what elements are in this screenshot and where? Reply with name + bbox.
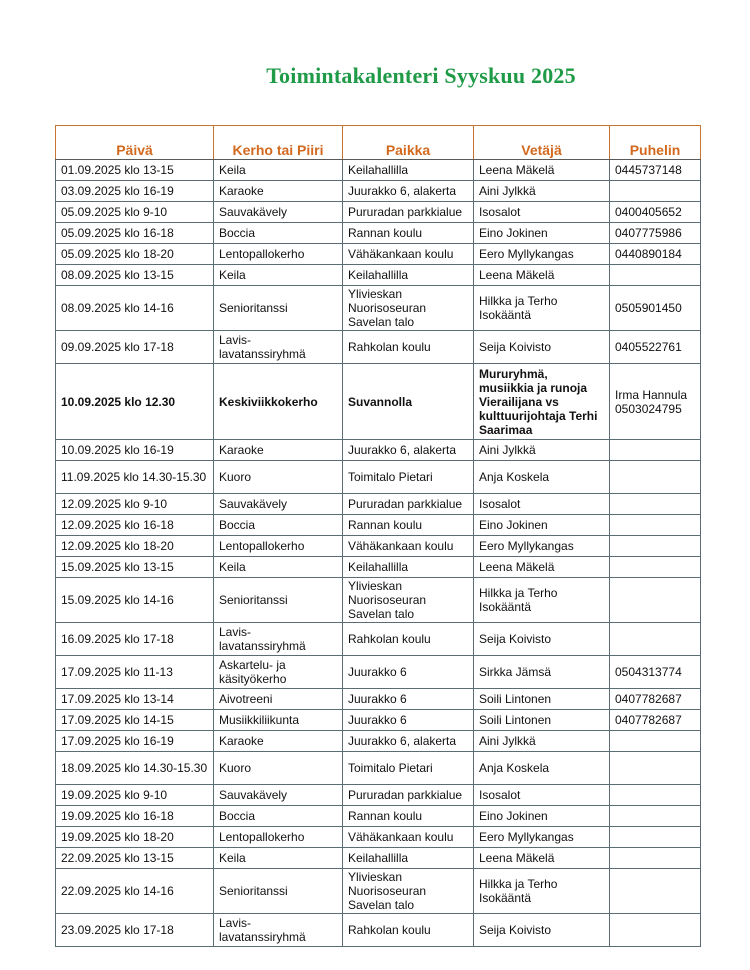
cell-day: 05.09.2025 klo 9-10 [56, 202, 214, 223]
cell-club: Lavis-lavatanssiryhmä [214, 623, 343, 656]
header-leader: Vetäjä [474, 126, 610, 160]
table-row [56, 557, 701, 578]
cell-day: 09.09.2025 klo 17-18 [56, 331, 214, 364]
table-row [56, 710, 701, 731]
cell-club: Senioritanssi [214, 286, 343, 331]
cell-leader: Leena Mäkelä [474, 160, 610, 181]
table-row [56, 515, 701, 536]
cell-phone: 0405522761 [610, 331, 701, 364]
cell-phone: 0440890184 [610, 244, 701, 265]
cell-leader: Anja Koskela [474, 752, 610, 785]
cell-phone: 0400405652 [610, 202, 701, 223]
table-row [56, 689, 701, 710]
cell-club: Keila [214, 557, 343, 578]
cell-leader: Isosalot [474, 785, 610, 806]
cell-day: 23.09.2025 klo 17-18 [56, 914, 214, 947]
cell-phone [610, 515, 701, 536]
table-row [56, 202, 701, 223]
cell-day: 05.09.2025 klo 18-20 [56, 244, 214, 265]
cell-phone [610, 623, 701, 656]
table-row [56, 785, 701, 806]
cell-place: Ylivieskan Nuorisoseuran Savelan talo [343, 286, 474, 331]
cell-leader: Sirkka Jämsä [474, 656, 610, 689]
table-row [56, 286, 701, 331]
cell-club: Lentopallokerho [214, 536, 343, 557]
cell-leader: Hilkka ja Terho Isokääntä [474, 286, 610, 331]
cell-club: Musiikkiliikunta [214, 710, 343, 731]
cell-leader: Hilkka ja Terho Isokääntä [474, 869, 610, 914]
cell-day: 12.09.2025 klo 9-10 [56, 494, 214, 515]
cell-club: Keskiviikkokerho [214, 364, 343, 440]
cell-leader: Hilkka ja Terho Isokääntä [474, 578, 610, 623]
cell-place: Rannan koulu [343, 515, 474, 536]
cell-place: Rahkolan koulu [343, 331, 474, 364]
cell-leader: Isosalot [474, 494, 610, 515]
cell-club: Lentopallokerho [214, 244, 343, 265]
table-row [56, 494, 701, 515]
cell-day: 18.09.2025 klo 14.30-15.30 [56, 752, 214, 785]
cell-phone [610, 731, 701, 752]
cell-club: Kuoro [214, 752, 343, 785]
cell-club: Karaoke [214, 731, 343, 752]
table-row [56, 461, 701, 494]
cell-club: Lentopallokerho [214, 827, 343, 848]
cell-day: 11.09.2025 klo 14.30-15.30 [56, 461, 214, 494]
cell-phone [610, 806, 701, 827]
cell-place: Juurakko 6 [343, 710, 474, 731]
cell-club: Lavis-lavatanssiryhmä [214, 914, 343, 947]
cell-phone: 0445737148 [610, 160, 701, 181]
cell-place: Ylivieskan Nuorisoseuran Savelan talo [343, 869, 474, 914]
activity-calendar-table [55, 125, 701, 947]
cell-place: Keilahallilla [343, 557, 474, 578]
page-title: Toimintakalenteri Syyskuu 2025 [266, 63, 576, 88]
cell-place: Rannan koulu [343, 806, 474, 827]
cell-leader: Eino Jokinen [474, 806, 610, 827]
cell-place: Juurakko 6 [343, 656, 474, 689]
cell-club: Boccia [214, 515, 343, 536]
cell-phone [610, 440, 701, 461]
cell-day: 19.09.2025 klo 18-20 [56, 827, 214, 848]
cell-phone [610, 827, 701, 848]
cell-leader: Eino Jokinen [474, 515, 610, 536]
cell-phone: 0407782687 [610, 710, 701, 731]
cell-day: 15.09.2025 klo 14-16 [56, 578, 214, 623]
table-row [56, 656, 701, 689]
cell-club: Sauvakävely [214, 785, 343, 806]
cell-phone [610, 557, 701, 578]
cell-place: Rannan koulu [343, 223, 474, 244]
table-row [56, 181, 701, 202]
cell-day: 17.09.2025 klo 11-13 [56, 656, 214, 689]
cell-place: Juurakko 6, alakerta [343, 731, 474, 752]
cell-leader: Mururyhmä, musiikkia ja runoja Vierailijana vs kulttuurijohtaja Terhi Saarimaa [474, 364, 610, 440]
cell-club: Boccia [214, 223, 343, 244]
table-row-highlighted [56, 364, 701, 440]
cell-leader: Leena Mäkelä [474, 848, 610, 869]
cell-place: Toimitalo Pietari [343, 461, 474, 494]
cell-day: 19.09.2025 klo 9-10 [56, 785, 214, 806]
cell-leader: Eero Myllykangas [474, 536, 610, 557]
cell-day: 22.09.2025 klo 13-15 [56, 848, 214, 869]
cell-day: 03.09.2025 klo 16-19 [56, 181, 214, 202]
cell-place: Rahkolan koulu [343, 623, 474, 656]
cell-phone [610, 181, 701, 202]
cell-day: 19.09.2025 klo 16-18 [56, 806, 214, 827]
cell-leader: Eino Jokinen [474, 223, 610, 244]
cell-phone [610, 785, 701, 806]
cell-club: Kuoro [214, 461, 343, 494]
cell-phone [610, 536, 701, 557]
cell-phone: Irma Hannula 0503024795 [610, 364, 701, 440]
cell-day: 17.09.2025 klo 13-14 [56, 689, 214, 710]
cell-place: Juurakko 6, alakerta [343, 440, 474, 461]
cell-club: Karaoke [214, 440, 343, 461]
cell-phone: 0504313774 [610, 656, 701, 689]
cell-day: 10.09.2025 klo 12.30 [56, 364, 214, 440]
cell-leader: Aini Jylkkä [474, 731, 610, 752]
cell-place: Vähäkankaan koulu [343, 536, 474, 557]
cell-club: Keila [214, 160, 343, 181]
cell-phone [610, 752, 701, 785]
cell-place: Vähäkankaan koulu [343, 827, 474, 848]
cell-day: 16.09.2025 klo 17-18 [56, 623, 214, 656]
cell-leader: Eero Myllykangas [474, 827, 610, 848]
cell-place: Toimitalo Pietari [343, 752, 474, 785]
cell-club: Keila [214, 265, 343, 286]
cell-phone: 0407775986 [610, 223, 701, 244]
cell-day: 10.09.2025 klo 16-19 [56, 440, 214, 461]
cell-phone [610, 265, 701, 286]
cell-leader: Soili Lintonen [474, 689, 610, 710]
header-phone: Puhelin [610, 126, 701, 160]
cell-day: 12.09.2025 klo 18-20 [56, 536, 214, 557]
cell-leader: Seija Koivisto [474, 331, 610, 364]
cell-leader: Leena Mäkelä [474, 265, 610, 286]
cell-phone [610, 461, 701, 494]
header-row [56, 126, 701, 160]
cell-place: Keilahallilla [343, 265, 474, 286]
table-row [56, 752, 701, 785]
cell-leader: Soili Lintonen [474, 710, 610, 731]
cell-place: Juurakko 6, alakerta [343, 181, 474, 202]
cell-phone [610, 578, 701, 623]
cell-day: 22.09.2025 klo 14-16 [56, 869, 214, 914]
cell-day: 08.09.2025 klo 14-16 [56, 286, 214, 331]
cell-club: Sauvakävely [214, 494, 343, 515]
cell-leader: Aini Jylkkä [474, 440, 610, 461]
cell-club: Senioritanssi [214, 869, 343, 914]
cell-place: Ylivieskan Nuorisoseuran Savelan talo [343, 578, 474, 623]
header-place: Paikka [343, 126, 474, 160]
cell-place: Keilahallilla [343, 848, 474, 869]
table-row [56, 244, 701, 265]
cell-phone: 0505901450 [610, 286, 701, 331]
cell-leader: Anja Koskela [474, 461, 610, 494]
cell-club: Senioritanssi [214, 578, 343, 623]
table-row [56, 265, 701, 286]
cell-leader: Eero Myllykangas [474, 244, 610, 265]
cell-place: Suvannolla [343, 364, 474, 440]
table-row [56, 848, 701, 869]
cell-day: 17.09.2025 klo 16-19 [56, 731, 214, 752]
table-row [56, 578, 701, 623]
cell-club: Boccia [214, 806, 343, 827]
cell-leader: Isosalot [474, 202, 610, 223]
cell-club: Sauvakävely [214, 202, 343, 223]
table-row [56, 223, 701, 244]
table-row [56, 160, 701, 181]
cell-club: Askartelu- ja käsityökerho [214, 656, 343, 689]
cell-phone [610, 494, 701, 515]
cell-place: Pururadan parkkialue [343, 785, 474, 806]
cell-club: Aivotreeni [214, 689, 343, 710]
cell-leader: Seija Koivisto [474, 914, 610, 947]
cell-phone [610, 848, 701, 869]
cell-place: Vähäkankaan koulu [343, 244, 474, 265]
cell-day: 01.09.2025 klo 13-15 [56, 160, 214, 181]
table-row [56, 536, 701, 557]
cell-phone [610, 869, 701, 914]
cell-place: Keilahallilla [343, 160, 474, 181]
table-row [56, 914, 701, 947]
cell-club: Lavis-lavatanssiryhmä [214, 331, 343, 364]
cell-club: Karaoke [214, 181, 343, 202]
cell-place: Rahkolan koulu [343, 914, 474, 947]
table-row [56, 869, 701, 914]
cell-day: 15.09.2025 klo 13-15 [56, 557, 214, 578]
header-club: Kerho tai Piiri [214, 126, 343, 160]
cell-leader: Seija Koivisto [474, 623, 610, 656]
cell-place: Juurakko 6 [343, 689, 474, 710]
cell-leader: Aini Jylkkä [474, 181, 610, 202]
header-day: Päivä [56, 126, 214, 160]
cell-place: Pururadan parkkialue [343, 202, 474, 223]
cell-day: 17.09.2025 klo 14-15 [56, 710, 214, 731]
cell-phone: 0407782687 [610, 689, 701, 710]
cell-leader: Leena Mäkelä [474, 557, 610, 578]
table-row [56, 440, 701, 461]
cell-day: 05.09.2025 klo 16-18 [56, 223, 214, 244]
cell-day: 08.09.2025 klo 13-15 [56, 265, 214, 286]
cell-club: Keila [214, 848, 343, 869]
table-row [56, 623, 701, 656]
cell-place: Pururadan parkkialue [343, 494, 474, 515]
table-row [56, 731, 701, 752]
table-row [56, 827, 701, 848]
table-row [56, 806, 701, 827]
cell-phone [610, 914, 701, 947]
table-row [56, 331, 701, 364]
cell-day: 12.09.2025 klo 16-18 [56, 515, 214, 536]
